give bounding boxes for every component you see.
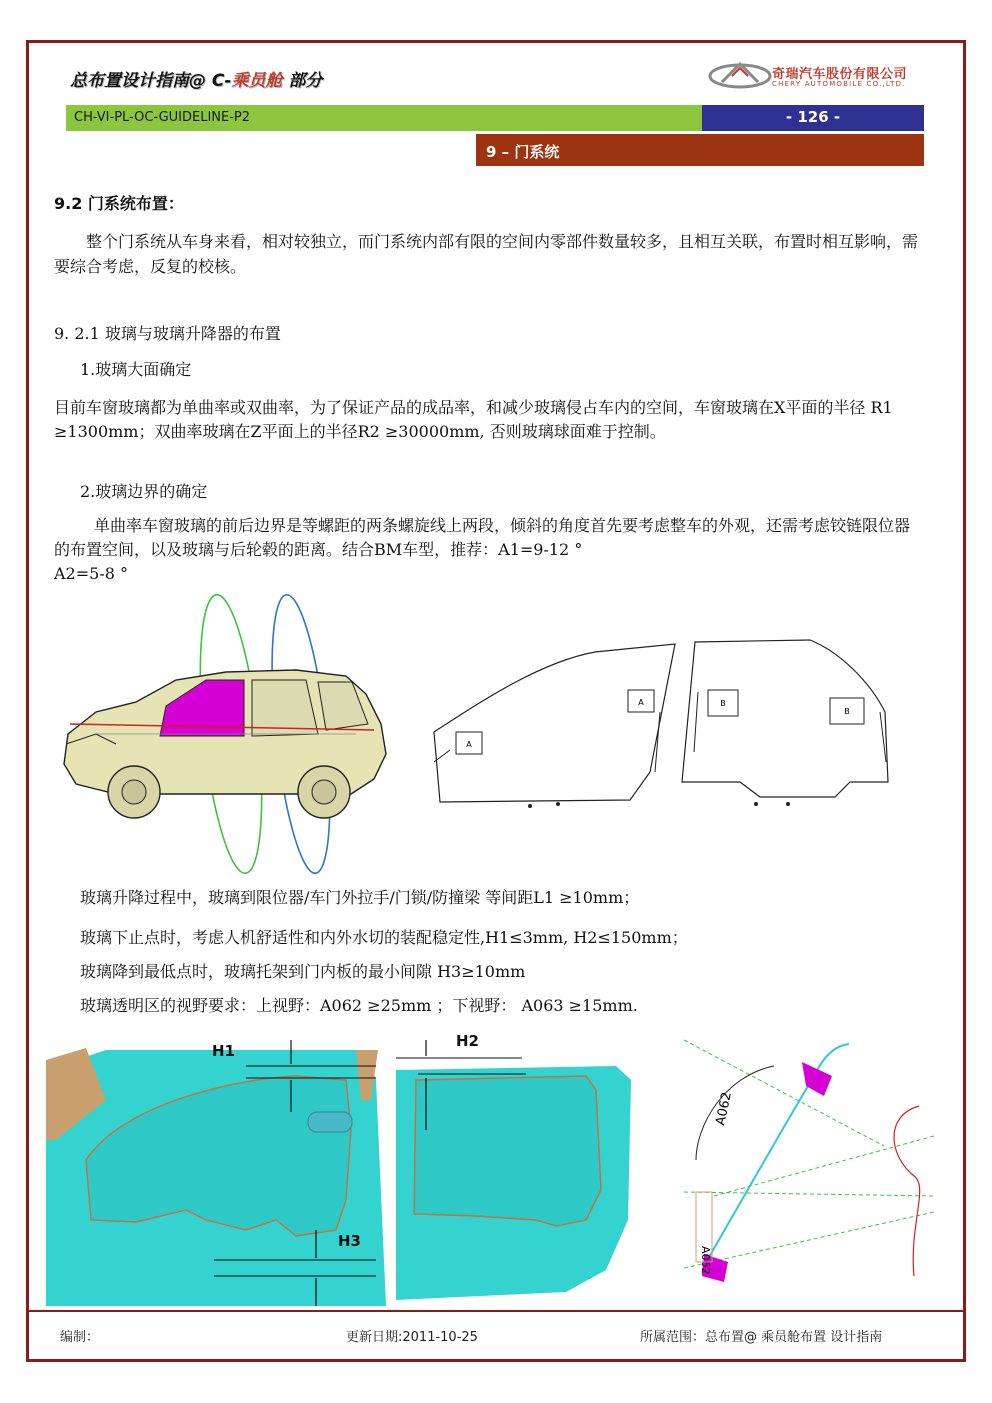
section-title: 9 – 门系统 bbox=[476, 134, 924, 166]
paragraph-glass-edge-a2: A2=5-8 ° bbox=[54, 564, 128, 583]
label-h3: H3 bbox=[338, 1232, 361, 1250]
door-glass-boundary-figure bbox=[420, 632, 920, 812]
door-clearance-figure bbox=[46, 1040, 634, 1306]
label-a-front: A bbox=[466, 740, 472, 749]
footer-scope: 所属范围：总布置@ 乘员舱布置 设计指南 bbox=[640, 1330, 883, 1345]
label-a-rear: A bbox=[638, 698, 644, 707]
label-h2: H2 bbox=[456, 1032, 479, 1050]
label-h1: H1 bbox=[212, 1042, 235, 1060]
visibility-figure bbox=[684, 1036, 946, 1288]
company-name-en: CHERY AUTOMOBILE CO.,LTD. bbox=[772, 80, 906, 88]
car-helix-figure bbox=[56, 584, 396, 876]
requirement-visibility: 玻璃透明区的视野要求：上视野：A062 ≥25mm ；下视野： A063 ≥15mm. bbox=[80, 996, 638, 1015]
footer-author: 编制： bbox=[60, 1330, 100, 1345]
label-b-rear: B bbox=[844, 707, 850, 716]
requirement-l1: 玻璃升降过程中，玻璃到限位器/车门外拉手/门锁/防撞梁 等间距L1 ≥10mm； bbox=[80, 888, 640, 907]
document-code: CH-VI-PL-OC-GUIDELINE-P2 bbox=[66, 105, 702, 131]
item-glass-boundary: 2.玻璃边界的确定 bbox=[80, 482, 208, 501]
requirement-h3: 玻璃降到最低点时，玻璃托架到门内板的最小间隙 H3≥10mm bbox=[80, 962, 526, 981]
paragraph-glass-radius: 目前车窗玻璃都为单曲率或双曲率，为了保证产品的成品率，和减少玻璃侵占车内的空间，车窗玻璃在X平面的半径 R1 ≥1300mm；双曲率玻璃在Z平面上的半径R2 ≥30000mm, 否则玻璃球面难于控制。 bbox=[54, 398, 893, 441]
label-a062-top: A062 bbox=[713, 1090, 735, 1127]
paragraph-intro: 整个门系统从车身来看，相对较独立，而门系统内部有限的空间内零部件数量较多，且相互关联，布置时相互影响，需要综合考虑，反复的校核。 bbox=[54, 232, 919, 276]
label-a062-bottom: A062 bbox=[699, 1246, 712, 1275]
footer-divider bbox=[28, 1310, 964, 1312]
heading-9-2: 9.2 门系统布置： bbox=[54, 194, 184, 213]
paragraph-glass-edge: 单曲率车窗玻璃的前后边界是等螺距的两条螺旋线上两段，倾斜的角度首先要考虑整车的外观，还需考虑铰链限位器的布置空间，以及玻璃与后轮毂的距离。结合BM车型，推荐：A1=9-12 ° bbox=[54, 516, 911, 559]
heading-9-2-1: 9. 2.1 玻璃与玻璃升降器的布置 bbox=[54, 324, 281, 343]
document-title: 总布置设计指南@ C-乘员舱 部分 bbox=[70, 71, 323, 91]
requirement-h1-h2: 玻璃下止点时，考虑人机舒适性和内外水切的装配稳定性,H1≤3mm, H2≤150mm； bbox=[80, 928, 688, 947]
company-name: 奇瑞汽车股份有限公司 bbox=[772, 67, 908, 82]
footer-update-date: 更新日期:2011-10-25 bbox=[346, 1330, 478, 1345]
page-number: - 126 - bbox=[702, 105, 924, 131]
label-b-front: B bbox=[720, 699, 726, 708]
item-glass-surface: 1.玻璃大面确定 bbox=[80, 360, 192, 379]
